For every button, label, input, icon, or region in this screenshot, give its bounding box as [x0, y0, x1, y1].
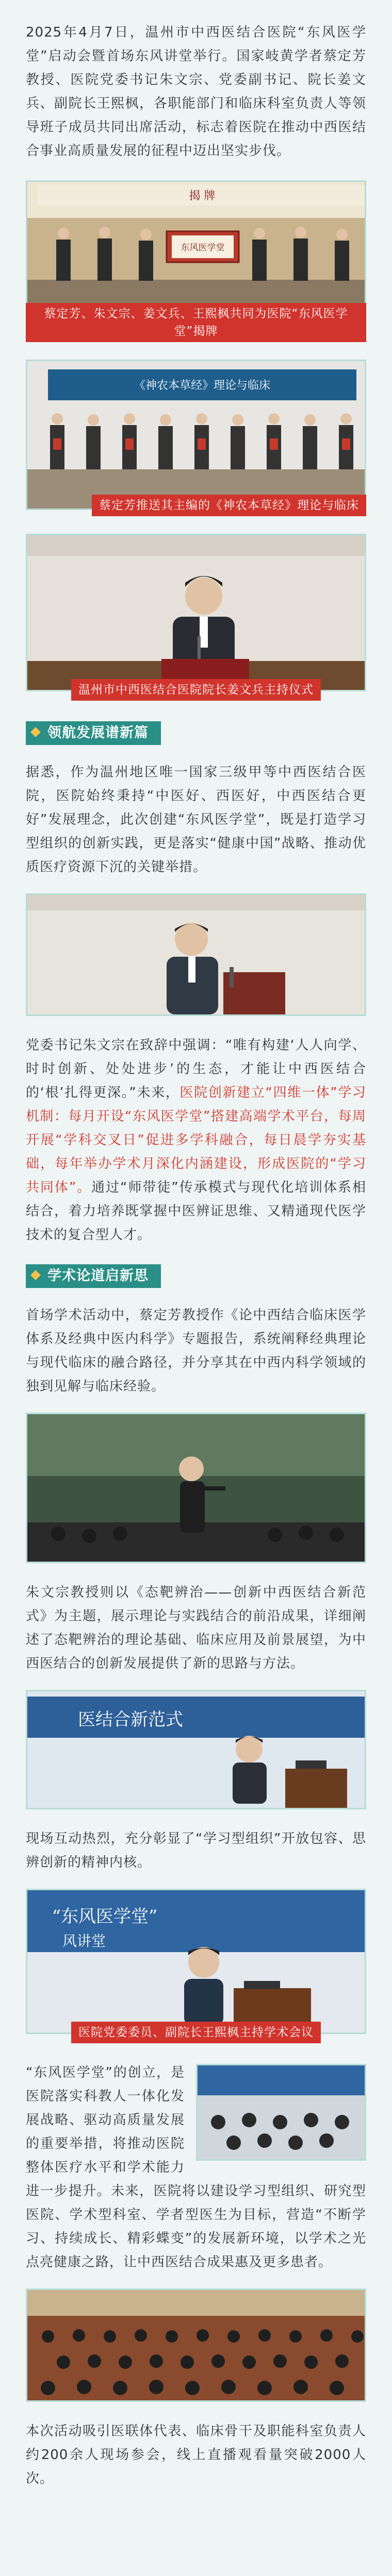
photo-plaque-unveiling [26, 180, 366, 315]
hosting-banner-text: “东风医学堂” [52, 1906, 158, 1927]
plaque-banner-text: 揭 牌 [189, 190, 216, 202]
photo-audience-left [196, 2064, 366, 2161]
training-mode-text: 通过“师带徒”传承模式与现代化培训体系相结合，着力培养既掌握中医辨证思维、又精通现代医学技术的复合型人才。 [26, 1180, 366, 1243]
outlook-paragraph: “东风医学堂”的创立，是医院落实科教人一体化发展战略、驱动高质量发展的重要举措，将推动医院整体医疗水平和学术能力进一步提升。未来，医院将以建设学习型组织、研究型医院、学术型科室、学者型医生为目标，营造“不断学习、持续成长、精彩蝶变”的发展新环境，以学术之光点亮健康之路，让中西医结合成果惠及更多患者。 [26, 2065, 366, 2270]
photo2-caption-row [26, 495, 366, 516]
audience-hall-illustration [27, 2290, 366, 2400]
photo-book-presentation [26, 360, 366, 510]
intro-paragraph: 2025年4月7日，温州市中西医结合医院“东风医学堂”启动会暨首场东风讲堂举行。国家岐黄学者蔡定芳教授、医院党委书记朱文宗、党委副书记、院长姜文兵、副院长王熙枫，各职能部门和临床科室负责人等领导班子成员共同出席活动，标志着医院在推动中西医结合事业高质量发展的征程中迈出坚实步伐。 [26, 25, 366, 159]
photo-speaker-at-lectern [26, 1690, 366, 1809]
photo-professor-lecture [26, 1413, 366, 1563]
plaque-scene-illustration [27, 182, 366, 314]
photo-host-speaking [26, 534, 366, 691]
photo2-caption: 蔡定芳推送其主编的《神农本草经》理论与临床 [92, 495, 366, 516]
photo7-caption: 医院党委委员、副院长王熙枫主持学术会议 [71, 2022, 321, 2043]
professor-lecture-illustration [27, 1414, 366, 1562]
host-speaking-illustration [27, 535, 366, 690]
hosting-subbanner-text: 风讲堂 [62, 1933, 106, 1950]
secretary-remarks-paragraph [26, 1033, 366, 1247]
photo-party-secretary-speech [26, 893, 366, 1016]
secretary-remarks-text: 党委书记朱文宗在致辞中强调：“唯有构建‘人人向学、时时创新、处处进步’的生态，才能让中西医结合的‘根’扎得更深。”未来， [26, 1038, 366, 1100]
second-lecture-paragraph: 朱文宗教授则以《态靶辨治——创新中西医结合新范式》为主题，展示理论与实践结合的前沿成果，详细阐述了态靶辨治的理论基础、临床应用及前景展望，为中西医结合的创新发展提供了新的思路与方法。 [26, 1585, 366, 1671]
photo1-caption: 蔡定芳、朱文宗、姜文兵、王熙枫共同为医院“东风医学堂”揭牌 [26, 303, 366, 342]
photo7-caption-row [26, 2022, 366, 2043]
learning-mechanism-highlight: 医院创新建立“四维一体”学习机制：每月开设“东风医学堂”搭建高端学术平台，每周开展“学科交叉日”促进多学科融合，每日晨学夯实基础，每年举办学术月深化内涵建设，形成医院的“学习共同体”。 [26, 1085, 366, 1195]
photo-audience-hall [26, 2289, 366, 2402]
lectern-banner-text: 医结合新范式 [78, 1709, 183, 1730]
first-lecture-paragraph: 首场学术活动中，蔡定芳教授作《论中西结合临床医学体系及经典中医内科学》专题报告，系统阐释经典理论与现代临床的融合路径，并分享其在中西内科学领域的独到见解与临床经验。 [26, 1308, 366, 1394]
photo3-caption: 温州市中西医结合医院院长姜文兵主持仪式 [71, 679, 321, 701]
photo1-caption-row [26, 303, 366, 342]
photo-vice-president-hosting [26, 1889, 366, 2034]
lectern-speaker-illustration [27, 1691, 366, 1808]
book-presentation-illustration [27, 361, 366, 509]
interaction-paragraph: 现场互动热烈，充分彰显了“学习型组织”开放包容、思辨创新的精神内核。 [26, 1831, 366, 1870]
audience-left-illustration [198, 2065, 365, 2159]
outlook-section [26, 2061, 366, 2274]
secretary-speech-illustration [27, 895, 366, 1014]
plaque-text: 东风医学堂 [181, 243, 225, 253]
section-title-leading-development: 领航发展谱新篇 [26, 721, 161, 745]
vice-president-hosting-illustration [27, 1890, 366, 2032]
photo3-caption-row [26, 679, 366, 701]
development-paragraph: 据悉，作为温州地区唯一国家三级甲等中西医结合医院，医院始终秉持“中医好、西医好，中西医结合更好”发展理念，此次创建“东风医学堂”，既是打造学习型组织的创新实践，更是落实“健康中国”战略、推动优质医疗资源下沉的关键举措。 [26, 765, 366, 875]
book-banner-text: 《神农本草经》理论与临床 [134, 379, 271, 392]
attendance-paragraph: 本次活动吸引医联体代表、临床骨干及职能科室负责人约200余人现场参会，线上直播观看量突破2000人次。 [26, 2424, 366, 2486]
section-title-academic-discussion: 学术论道启新思 [26, 1264, 161, 1288]
